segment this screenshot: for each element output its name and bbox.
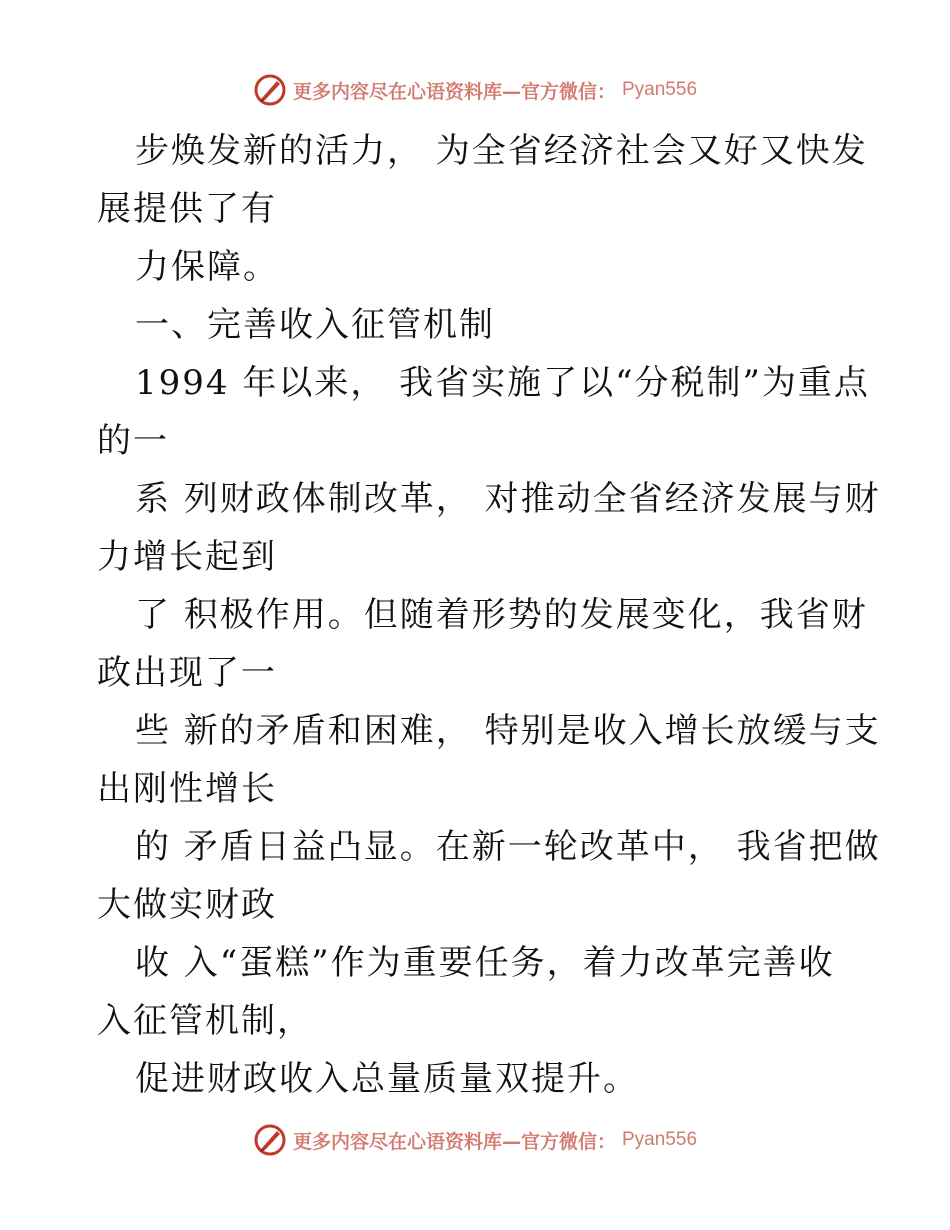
text-line: 些 新的矛盾和困难， 特别是收入增长放缓与支: [135, 711, 881, 751]
footer-watermark: [0, 1120, 950, 1160]
text-line: 步焕发新的活力， 为全省经济社会又好又快发: [135, 131, 868, 171]
text-line: 的一: [97, 421, 169, 461]
text-line: 力保障。: [135, 247, 279, 287]
watermark-wechat-id: Pyan556: [622, 79, 698, 100]
text-line: 展提供了有: [97, 189, 277, 229]
text-line: 了 积极作用。但随着形势的发展变化，我省财: [135, 595, 868, 635]
text-line: 政出现了一: [97, 653, 277, 693]
text-line: 1994 年以来， 我省实施了以“分税制”为重点: [135, 363, 870, 403]
quill-pen-logo-icon: [253, 73, 287, 107]
document-body: [97, 122, 881, 1108]
text-line: 的 矛盾日益凸显。在新一轮改革中， 我省把做: [135, 827, 881, 867]
watermark-wechat-id: Pyan556: [622, 1129, 698, 1150]
header-watermark: [0, 70, 950, 110]
text-line: 促进财政收入总量质量双提升。: [135, 1059, 639, 1099]
text-line: 力增长起到: [97, 537, 277, 577]
quill-pen-logo-icon: [253, 1123, 287, 1157]
text-line: 系 列财政体制改革， 对推动全省经济发展与财: [135, 479, 881, 519]
watermark-text: 更多内容尽在心语资料库—官方微信：: [292, 80, 616, 103]
text-line: 收 入“蛋糕”作为重要任务，着力改革完善收: [135, 943, 835, 983]
section-heading: 一、完善收入征管机制: [135, 305, 495, 345]
text-line: 出刚性增长: [97, 769, 277, 809]
text-line: 大做实财政: [97, 885, 277, 925]
text-line: 入征管机制，: [97, 1001, 313, 1041]
watermark-text: 更多内容尽在心语资料库—官方微信：: [292, 1130, 616, 1153]
